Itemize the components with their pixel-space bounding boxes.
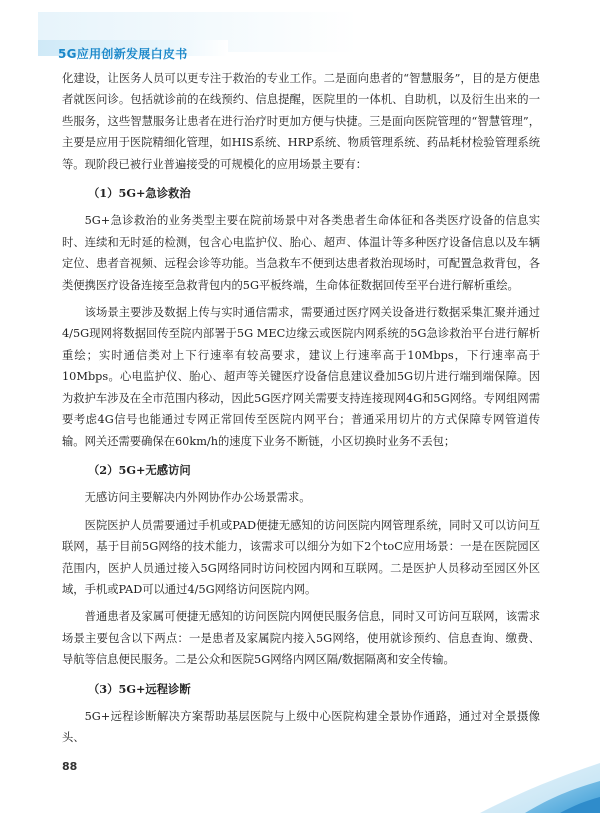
- section-heading-seamless-access: （2）5G+无感访问: [88, 462, 191, 477]
- page-body: [62, 68, 540, 749]
- body-paragraph: 该场景主要涉及数据上传与实时通信需求，需要通过医疗网关设备进行数据采集汇聚并通过4/5G现网将数据回传至院内部署于5G MEC边缘云或医院内网系统的5G急诊救治平台进行解析重绘；实时通信类对上下行速率有较高要求，建议上行速率高于10Mbps，下行速率高于10Mbps。心电监护仪、胎心、超声等关键医疗设备信息建议叠加5G切片进行端到端保障。因为救护车涉及在全市范围内移动，因此5G医疗网关需要支持连接现网4G和5G网络。专网组网需要考虑4G信号也能通过专网正常回传至医院内网平台；普通采用切片的方式保障专网管道传输。网关还需要确保在60km/h的速度下业务不断链，小区切换时业务不丢包；: [62, 306, 540, 448]
- page-number: 88: [62, 760, 78, 773]
- running-header: [0, 0, 600, 61]
- body-paragraph: 化建设，让医务人员可以更专注于救治的专业工作。二是面向患者的“智慧服务”，目的是方便患者就医问诊。包括就诊前的在线预约、信息提醒，医院里的一体机、自助机，以及衍生出来的一些服务，这些智慧服务让患者在进行治疗时更加方便与快捷。三是面向医院管理的“智慧管理”，主要是应用于医院精细化管理，如HIS系统、HRP系统、物质管理系统、药品耗材检验管理系统等。现阶段已被行业普遍接受的可规模化的应用场景主要有：: [62, 72, 540, 171]
- body-paragraph: 普通患者及家属可便捷无感知的访问医院内网便民服务信息，同时又可访问互联网，该需求场景主要包含以下两点：一是患者及家属院内接入5G网络，使用就诊预约、信息查询、缴费、导航等信息便民服务。二是公众和医院5G网络内网区隔/数据隔离和安全传输。: [62, 610, 540, 667]
- body-paragraph: 5G+急诊救治的业务类型主要在院前场景中对各类患者生命体征和各类医疗设备的信息实时、连续和无时延的检测，包含心电监护仪、胎心、超声、体温计等多种医疗设备信息以及车辆定位、患者音视频、远程会诊等功能。当急救车不便到达患者救治现场时，可配置急救背包，各类便携医疗设备连接至急救背包内的5G平板终端，生命体征数据回传至平台进行解析重绘。: [62, 214, 540, 292]
- section-heading-emergency-care: （1）5G+急诊救治: [88, 186, 191, 201]
- section-heading-remote-diagnosis: （3）5G+远程诊断: [88, 681, 191, 696]
- body-paragraph: 5G+远程诊断解决方案帮助基层医院与上级中心医院构建全景协作通路，通过对全景摄像头、: [62, 709, 540, 745]
- running-header-title: 5G应用创新发展白皮书: [58, 47, 188, 61]
- body-paragraph: 医院医护人员需要通过手机或PAD便捷无感知的访问医院内网管理系统，同时又可以访问互联网，基于目前5G网络的技术能力，该需求可以细分为如下2个toC应用场景：一是在医院园区范围内，医护人员通过接入5G网络同时访问校园内网和互联网。二是医护人员移动至园区外区域，手机或PAD可以通过4/5G网络访问医院内网。: [62, 518, 540, 596]
- corner-wave-graphic: [440, 743, 600, 813]
- corner-decoration: [440, 743, 600, 813]
- body-paragraph: 无感访问主要解决内外网协作办公场景需求。: [84, 491, 311, 505]
